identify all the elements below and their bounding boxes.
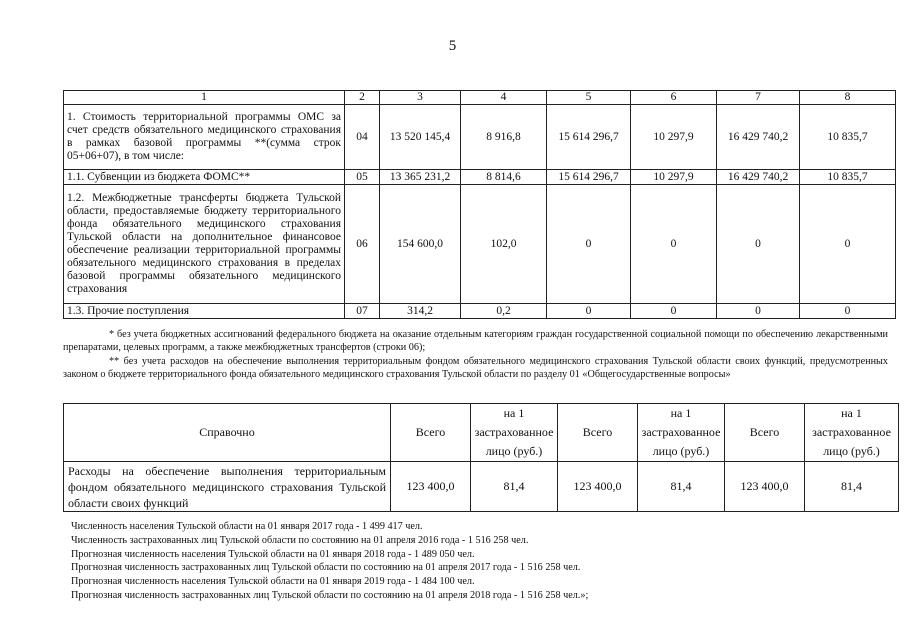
value-cell: 0 bbox=[800, 304, 896, 319]
value-cell: 0 bbox=[547, 304, 631, 319]
page-number: 5 bbox=[448, 38, 457, 54]
row-description: Расходы на обеспечение выполнения территориальным фондом обязательного медицинского страхования Тульской области своих функций bbox=[64, 462, 391, 512]
value-cell: 10 297,9 bbox=[631, 105, 717, 170]
value-cell: 8 916,8 bbox=[461, 105, 547, 170]
footnote-text: * без учета бюджетных ассигнований федерального бюджета на оказание отдельным категориям граждан государственной социальной помощи по обеспечению лекарственными препаратами, целевых программ, а также межбюджетных трансфертов (строки 06); bbox=[63, 329, 888, 353]
header-cell: на 1 застрахованное лицо (руб.) bbox=[805, 404, 899, 462]
value-cell: 0 bbox=[547, 185, 631, 304]
value-cell: 154 600,0 bbox=[380, 185, 461, 304]
value-cell: 10 835,7 bbox=[800, 105, 896, 170]
header-cell: Всего bbox=[391, 404, 471, 462]
header-cell: 7 bbox=[717, 91, 800, 105]
header-cell: Всего bbox=[725, 404, 805, 462]
note-line: Прогнозная численность застрахованных лиц Тульской области по состоянию на 01 апреля 2017 года - 1 516 258 чел. bbox=[71, 562, 581, 574]
header-cell: 3 bbox=[380, 91, 461, 105]
row-code: 04 bbox=[345, 105, 380, 170]
header-cell: 2 bbox=[345, 91, 380, 105]
value-cell: 123 400,0 bbox=[558, 462, 638, 512]
value-cell: 81,4 bbox=[471, 462, 558, 512]
table-row bbox=[64, 105, 896, 170]
value-cell: 123 400,0 bbox=[391, 462, 471, 512]
value-cell: 13 365 231,2 bbox=[380, 170, 461, 185]
note-line: Численность застрахованных лиц Тульской области по состоянию на 01 апреля 2016 года - 1 516 258 чел. bbox=[71, 534, 529, 546]
value-cell: 0 bbox=[717, 185, 800, 304]
header-cell: 6 bbox=[631, 91, 717, 105]
value-cell: 0,2 bbox=[461, 304, 547, 319]
value-cell: 16 429 740,2 bbox=[717, 105, 800, 170]
header-cell: 4 bbox=[461, 91, 547, 105]
value-cell: 8 814,6 bbox=[461, 170, 547, 185]
note-line: Прогнозная численность населения Тульской области на 01 января 2019 года - 1 484 100 чел. bbox=[71, 576, 475, 588]
value-cell: 0 bbox=[631, 185, 717, 304]
value-cell: 0 bbox=[717, 304, 800, 319]
value-cell: 15 614 296,7 bbox=[547, 170, 631, 185]
row-code: 07 bbox=[345, 304, 380, 319]
value-cell: 10 297,9 bbox=[631, 170, 717, 185]
table-row bbox=[64, 170, 896, 185]
value-cell: 81,4 bbox=[805, 462, 899, 512]
value-cell: 123 400,0 bbox=[725, 462, 805, 512]
row-description: 1.2. Межбюджетные трансферты бюджета Тульской области, предоставляемые бюджету территориального фонда обязательного медицинского страхования Тульской области на дополнительное финансовое обеспечение реализации территориальной программы обязательного медицинского страхования в пределах базовой программы обязательного медицинского страхования bbox=[64, 185, 345, 304]
row-description: 1. Стоимость территориальной программы ОМС за счет средств обязательного медицинского страхования в рамках базовой программы **(сумма строк 05+06+07), в том числе: bbox=[64, 105, 345, 170]
reference-label: Справочно bbox=[64, 404, 391, 462]
value-cell: 13 520 145,4 bbox=[380, 105, 461, 170]
table-header-row bbox=[64, 91, 896, 105]
header-cell: на 1 застрахованное лицо (руб.) bbox=[471, 404, 558, 462]
value-cell: 81,4 bbox=[638, 462, 725, 512]
note-line: Прогнозная численность застрахованных лиц Тульской области по состоянию на 01 апреля 2018 года - 1 516 258 чел.»; bbox=[71, 589, 589, 601]
population-notes bbox=[71, 520, 871, 603]
row-description: 1.3. Прочие поступления bbox=[64, 304, 345, 319]
table-row bbox=[64, 185, 896, 304]
value-cell: 15 614 296,7 bbox=[547, 105, 631, 170]
row-description: 1.1. Субвенции из бюджета ФОМС** bbox=[64, 170, 345, 185]
table-header-row bbox=[64, 404, 899, 462]
header-cell: 1 bbox=[64, 91, 345, 105]
reference-table bbox=[63, 403, 899, 512]
table-row bbox=[64, 462, 899, 512]
table-row bbox=[64, 304, 896, 319]
row-code: 06 bbox=[345, 185, 380, 304]
note-line: Прогнозная численность населения Тульской области на 01 января 2018 года - 1 489 050 чел. bbox=[71, 548, 475, 560]
note-line: Численность населения Тульской области на 01 января 2017 года - 1 499 417 чел. bbox=[71, 521, 423, 532]
value-cell: 314,2 bbox=[380, 304, 461, 319]
header-cell: 8 bbox=[800, 91, 896, 105]
financing-table bbox=[63, 90, 896, 319]
footnote-2 bbox=[63, 355, 888, 381]
header-cell: 5 bbox=[547, 91, 631, 105]
value-cell: 0 bbox=[800, 185, 896, 304]
header-cell: Всего bbox=[558, 404, 638, 462]
value-cell: 102,0 bbox=[461, 185, 547, 304]
header-cell: на 1 застрахованное лицо (руб.) bbox=[638, 404, 725, 462]
footnote-1 bbox=[63, 328, 888, 354]
value-cell: 16 429 740,2 bbox=[717, 170, 800, 185]
value-cell: 10 835,7 bbox=[800, 170, 896, 185]
value-cell: 0 bbox=[631, 304, 717, 319]
row-code: 05 bbox=[345, 170, 380, 185]
footnote-text: ** без учета расходов на обеспечение выполнения территориальным фондом обязательного медицинского страхования Тульской области своих функций, предусмотренных законом о бюджете территориального фонда обязательного медицинского страхования Тульской области по разделу 01 «Общегосударственные вопросы» bbox=[63, 356, 888, 380]
